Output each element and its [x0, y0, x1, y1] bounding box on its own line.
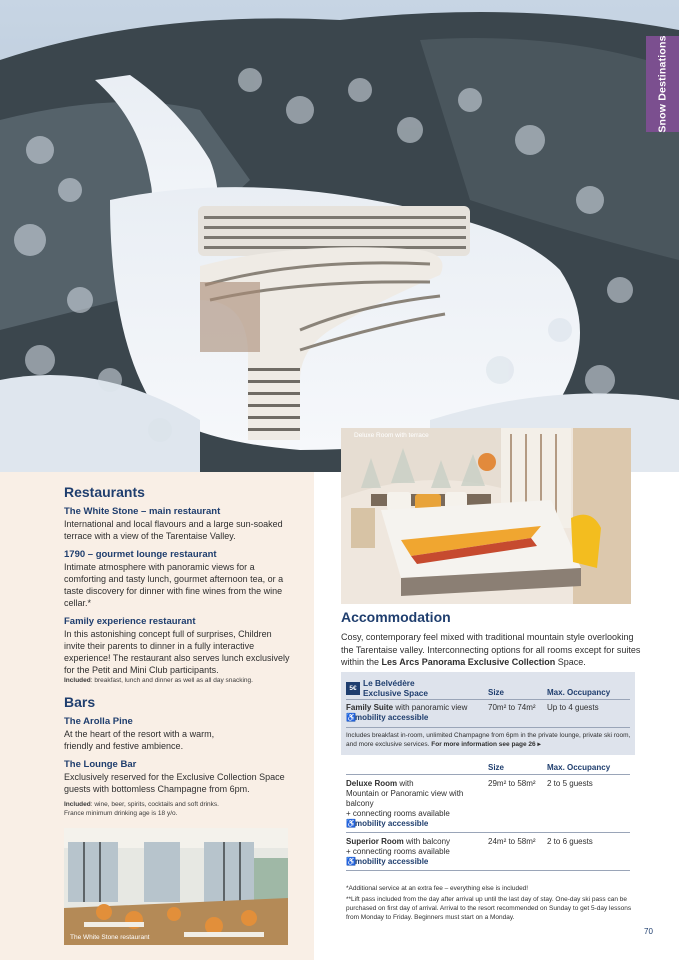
restaurant-description: International and local flavours and a large sun-soaked terrace with a view of the Tarentaise Valley.: [64, 519, 283, 541]
room-size-cell: 70m² to 74m²: [488, 703, 536, 712]
restaurants-included-note: Included: breakfast, lunch and dinner as well as all day snacking.: [64, 677, 253, 684]
restaurant-interior-illustration: [64, 828, 288, 945]
room-name-cell: Family Suite with panoramic view ♿mobility accessible: [346, 703, 468, 722]
footnote-lift-pass: **Lift pass included from the day after arrival up until the last day of stay. One-day ski pass can be purchased on first day of arrival. Arrival to the resort recommended on Sunday to get 5-day lessons from Monday to Friday. Beginners must start on a Monday.: [346, 896, 632, 921]
accommodation-heading: Accommodation: [341, 609, 451, 625]
belvedere-note: Includes breakfast in-room, unlimited Champagne from 6pm in the private lounge, private ski room, and more exclusive services. For more information see page 26 ▸: [346, 732, 631, 748]
room-name-cell: Deluxe Room with Mountain or Panoramic view with balcony + connecting rooms available ♿mobility accessible: [346, 779, 464, 828]
bar-description: At the heart of the resort with a warm, friendly and festive ambience.: [64, 729, 215, 751]
belvedere-exclusive-box: [341, 672, 635, 755]
room-photo: [341, 428, 631, 604]
room-name-cell: Superior Room with balcony + connecting rooms available ♿mobility accessible: [346, 837, 451, 866]
bar-title: The Lounge Bar: [64, 759, 137, 770]
restaurant-photo: [64, 828, 288, 945]
wheelchair-icon: ♿: [346, 713, 356, 722]
room-photo-caption: Deluxe Room with terrace: [354, 432, 429, 439]
section-tab[interactable]: [646, 36, 679, 132]
room-size-cell: 29m² to 58m²: [488, 779, 536, 788]
restaurant-description: Intimate atmosphere with panoramic views for a comforting and tasty lunch, gourmet afternoon tea, or a taste discovery for dinner with fine wines from the wine cellar.*: [64, 562, 284, 608]
bars-heading: Bars: [64, 694, 96, 710]
divider: [346, 870, 630, 871]
restaurant-photo-caption: The White Stone restaurant: [70, 934, 150, 941]
bar-description: Exclusively reserved for the Exclusive Collection Space guests with bottomless Champagne from 6pm.: [64, 772, 285, 794]
room-occupancy-cell: Up to 4 guests: [547, 703, 599, 712]
accommodation-intro: Cosy, contemporary feel mixed with traditional mountain style overlooking the Tarentaise valley. Interconnecting options for all rooms except for suites within the Les Arcs Panorama Exclusive Collection Space.: [341, 632, 641, 667]
occupancy-column-header: Max. Occupancy: [547, 763, 611, 772]
bedroom-illustration: [341, 428, 631, 604]
page-number: 70: [644, 927, 653, 936]
section-tab-label: Snow Destinations: [656, 35, 669, 133]
wheelchair-icon: ♿: [346, 819, 356, 828]
hero-resort-photo: [0, 0, 679, 472]
restaurant-description: In this astonishing concept full of surprises, Children invite their parents to dinner in a fully interactive experience! The restaurant also serves lunch exclusively for the Petit and Mini Club participants.: [64, 629, 290, 675]
bar-title: The Arolla Pine: [64, 716, 133, 727]
exclusive-space-logo: 5€: [346, 682, 360, 695]
footnote-additional-service: *Additional service at an extra fee – everything else is included!: [346, 885, 529, 892]
room-size-cell: 24m² to 58m²: [488, 837, 536, 846]
bars-included-note: Included: wine, beer, spirits, cocktails and soft drinks.: [64, 801, 219, 808]
restaurants-heading: Restaurants: [64, 484, 145, 500]
restaurant-title: The White Stone – main restaurant: [64, 506, 221, 517]
divider: [346, 774, 630, 775]
drinking-age-note: France minimum drinking age is 18 y/o.: [64, 810, 178, 817]
occupancy-column-header: Max. Occupancy: [547, 688, 611, 697]
wheelchair-icon: ♿: [346, 857, 356, 866]
divider: [346, 699, 630, 700]
restaurant-title: 1790 – gourmet lounge restaurant: [64, 549, 217, 560]
size-column-header: Size: [488, 763, 505, 772]
room-occupancy-cell: 2 to 5 guests: [547, 779, 593, 788]
size-column-header: Size: [488, 688, 505, 697]
belvedere-title: Le Belvédère Exclusive Space: [363, 678, 429, 698]
room-occupancy-cell: 2 to 6 guests: [547, 837, 593, 846]
divider: [346, 727, 630, 728]
divider: [346, 832, 630, 833]
restaurant-title: Family experience restaurant: [64, 616, 196, 627]
resort-aerial-illustration: [0, 0, 679, 472]
